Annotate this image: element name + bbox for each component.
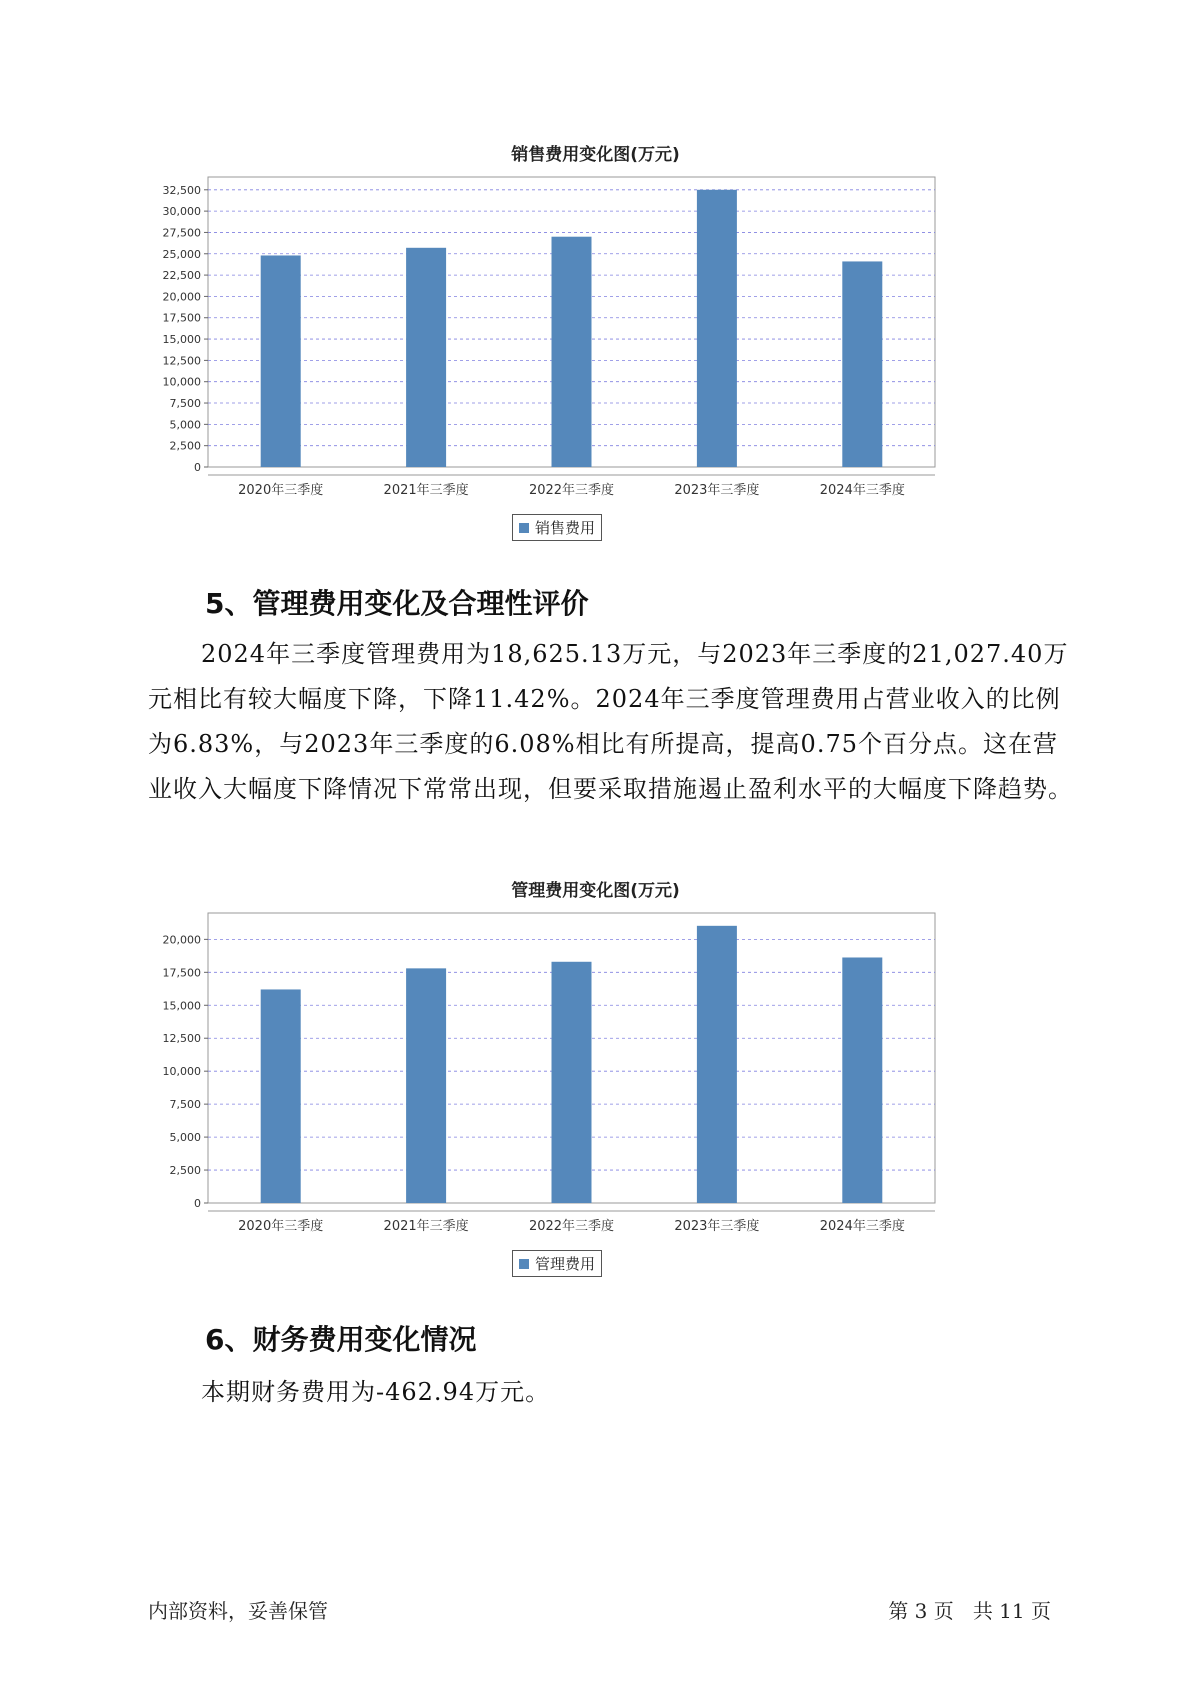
y-tick-label: 17,500	[162, 311, 201, 325]
section5-text: 2024年三季度管理费用为18,625.13万元，与2023年三季度的21,027.40万元相比有较大幅度下降，下降11.42%。2024年三季度管理费用占营业收入的比例为6.83%，与2023年三季度的6.08%相比有所提高，提高0.75个百分点。这在营业收入大幅度下降情况下常常出现，但要采取措施遏止盈利水平的大幅度下降趋势。	[148, 640, 1073, 803]
bar-2020年三季度	[261, 989, 301, 1203]
y-tick-label: 30,000	[162, 205, 201, 219]
section5-heading: 5、管理费用变化及合理性评价	[205, 587, 589, 620]
section6-text: 本期财务费用为-462.94万元。	[201, 1378, 551, 1406]
sales-chart-legend	[512, 514, 602, 541]
y-tick-label: 20,000	[162, 933, 201, 947]
bar-2021年三季度	[406, 248, 446, 467]
sales-expense-chart	[160, 172, 1020, 502]
x-tick-label: 2022年三季度	[528, 483, 615, 498]
section5-paragraph	[148, 632, 1078, 812]
y-tick-label: 7,500	[169, 1098, 201, 1112]
legend-label: 管理费用	[535, 1255, 596, 1273]
y-tick-label: 25,000	[162, 247, 201, 261]
sales-chart-title: 销售费用变化图(万元)	[511, 145, 680, 165]
bar-2024年三季度	[842, 957, 882, 1203]
y-tick-label: 7,500	[169, 397, 201, 411]
section6-heading: 6、财务费用变化情况	[205, 1323, 477, 1356]
y-tick-label: 12,500	[162, 1032, 201, 1046]
x-tick-label: 2024年三季度	[819, 483, 905, 498]
y-tick-label: 5,000	[169, 418, 201, 432]
admin-expense-chart	[160, 908, 1020, 1238]
x-tick-label: 2021年三季度	[383, 1219, 469, 1234]
y-tick-label: 5,000	[169, 1131, 201, 1145]
legend-label: 销售费用	[535, 519, 596, 537]
y-tick-label: 10,000	[162, 1065, 201, 1079]
y-tick-label: 15,000	[162, 999, 201, 1013]
y-tick-label: 0	[194, 461, 201, 474]
y-tick-label: 20,000	[162, 290, 201, 304]
x-tick-label: 2023年三季度	[674, 483, 760, 498]
y-tick-label: 0	[194, 1197, 201, 1210]
bar-2022年三季度	[552, 962, 592, 1203]
sales-chart-svg	[160, 172, 1020, 502]
y-tick-label: 12,500	[162, 354, 201, 368]
admin-chart-legend	[512, 1250, 602, 1277]
bar-2020年三季度	[261, 255, 301, 467]
x-tick-label: 2022年三季度	[528, 1219, 615, 1234]
y-tick-label: 22,500	[162, 269, 201, 283]
y-tick-label: 10,000	[162, 375, 201, 389]
footer-confidential-note: 内部资料，妥善保管	[148, 1599, 328, 1623]
x-tick-label: 2021年三季度	[383, 483, 469, 498]
admin-chart-title: 管理费用变化图(万元)	[511, 881, 680, 901]
footer-page-number: 第 3 页 共 11 页	[888, 1599, 1051, 1623]
bar-2023年三季度	[697, 926, 737, 1203]
x-tick-label: 2020年三季度	[238, 483, 324, 498]
y-tick-label: 32,500	[162, 183, 201, 197]
y-tick-label: 2,500	[169, 1164, 201, 1178]
y-tick-label: 15,000	[162, 333, 201, 347]
y-tick-label: 27,500	[162, 226, 201, 240]
legend-swatch	[519, 523, 529, 533]
x-tick-label: 2024年三季度	[819, 1219, 905, 1234]
x-tick-label: 2023年三季度	[674, 1219, 760, 1234]
x-tick-label: 2020年三季度	[238, 1219, 324, 1234]
bar-2024年三季度	[842, 261, 882, 467]
admin-chart-svg	[160, 908, 1020, 1238]
bar-2022年三季度	[552, 237, 592, 467]
y-tick-label: 2,500	[169, 439, 201, 453]
bar-2023年三季度	[697, 190, 737, 467]
legend-swatch	[519, 1259, 529, 1269]
section6-paragraph	[148, 1370, 1078, 1415]
y-tick-label: 17,500	[162, 966, 201, 980]
bar-2021年三季度	[406, 968, 446, 1203]
